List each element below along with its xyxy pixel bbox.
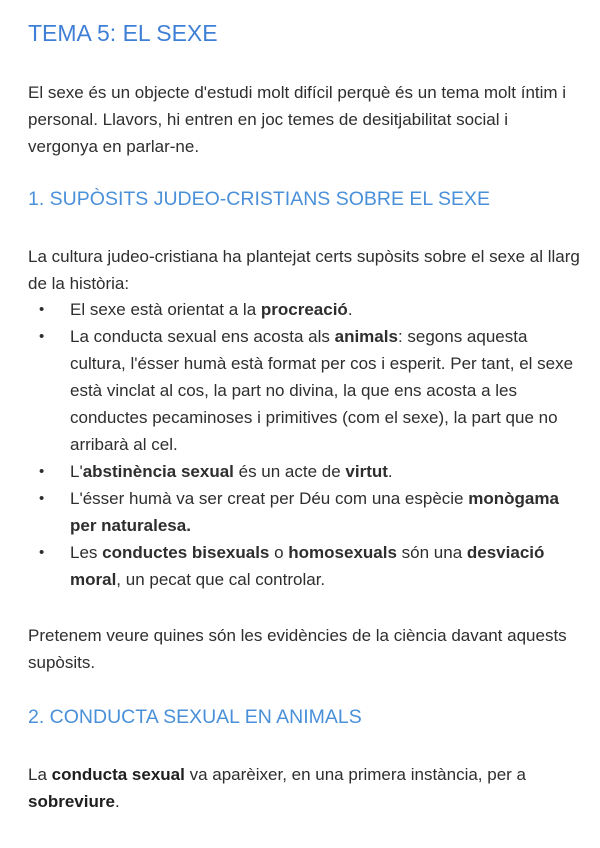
section-1-lead: La cultura judeo-cristiana ha plantejat certs supòsits sobre el sexe al llarg de la història: <box>28 247 580 293</box>
page-title: TEMA 5: EL SEXE <box>28 20 218 46</box>
bullet-icon: • <box>39 490 45 507</box>
assumptions-list <box>28 296 580 593</box>
bullet-emphasis: monògama per naturalesa. <box>70 489 559 535</box>
intro-paragraph: El sexe és un objecte d'estudi molt difícil perquè és un tema molt íntim i personal. Llavors, hi entren en joc temes de desitjabilitat social i vergonya en parlar-ne. <box>28 83 567 156</box>
bullet-emphasis: procreació <box>260 300 348 319</box>
paragraph-text: La <box>28 765 52 784</box>
paragraph-emphasis: sobreviure <box>28 792 115 811</box>
list-item <box>28 458 580 485</box>
bullet-text: L' <box>70 462 83 481</box>
list-item <box>28 539 580 593</box>
section-2-heading: 2. CONDUCTA SEXUAL EN ANIMALS <box>28 706 362 728</box>
bullet-text: : segons aquesta cultura, l'ésser humà està format per cos i esperit. Per tant, el sexe està vinclat al cos, la part no divina, la que ens acosta a les conductes pecaminoses i primitives (com el sexe), la part que no arribarà al cel. <box>70 327 574 454</box>
bullet-text: L'ésser humà va ser creat per Déu com una espècie <box>70 489 469 508</box>
bullet-emphasis: abstinència sexual <box>82 462 234 481</box>
bullet-emphasis: virtut <box>345 462 388 481</box>
bullet-text: , un pecat que cal controlar. <box>116 570 326 589</box>
bullet-emphasis: desviació moral <box>70 543 545 589</box>
bullet-icon: • <box>39 328 45 345</box>
bullet-text: . <box>347 300 353 319</box>
section-2-paragraph <box>28 761 580 815</box>
bullet-text: . <box>387 462 393 481</box>
bullet-icon: • <box>39 544 45 561</box>
bullet-icon: • <box>39 463 45 480</box>
paragraph-emphasis: conducta sexual <box>51 765 185 784</box>
bullet-emphasis: homosexuals <box>288 543 397 562</box>
bullet-text: són una <box>396 543 467 562</box>
section-1-closing: Pretenem veure quines són les evidències de la ciència davant aquests supòsits. <box>28 626 567 672</box>
section-1-heading: 1. SUPÒSITS JUDEO-CRISTIANS SOBRE EL SEXE <box>28 188 490 210</box>
list-item <box>28 296 580 323</box>
paragraph-text: . <box>114 792 120 811</box>
bullet-emphasis: animals <box>334 327 398 346</box>
bullet-icon: • <box>39 301 45 318</box>
bullet-text: o <box>269 543 289 562</box>
list-item <box>28 485 580 539</box>
bullet-text: El sexe està orientat a la <box>70 300 261 319</box>
bullet-text: és un acte de <box>233 462 346 481</box>
bullet-text: Les <box>70 543 103 562</box>
paragraph-text: va aparèixer, en una primera instància, per a <box>184 765 526 784</box>
list-item <box>28 323 580 458</box>
bullet-text: La conducta sexual ens acosta als <box>70 327 335 346</box>
bullet-emphasis: conductes bisexuals <box>102 543 270 562</box>
